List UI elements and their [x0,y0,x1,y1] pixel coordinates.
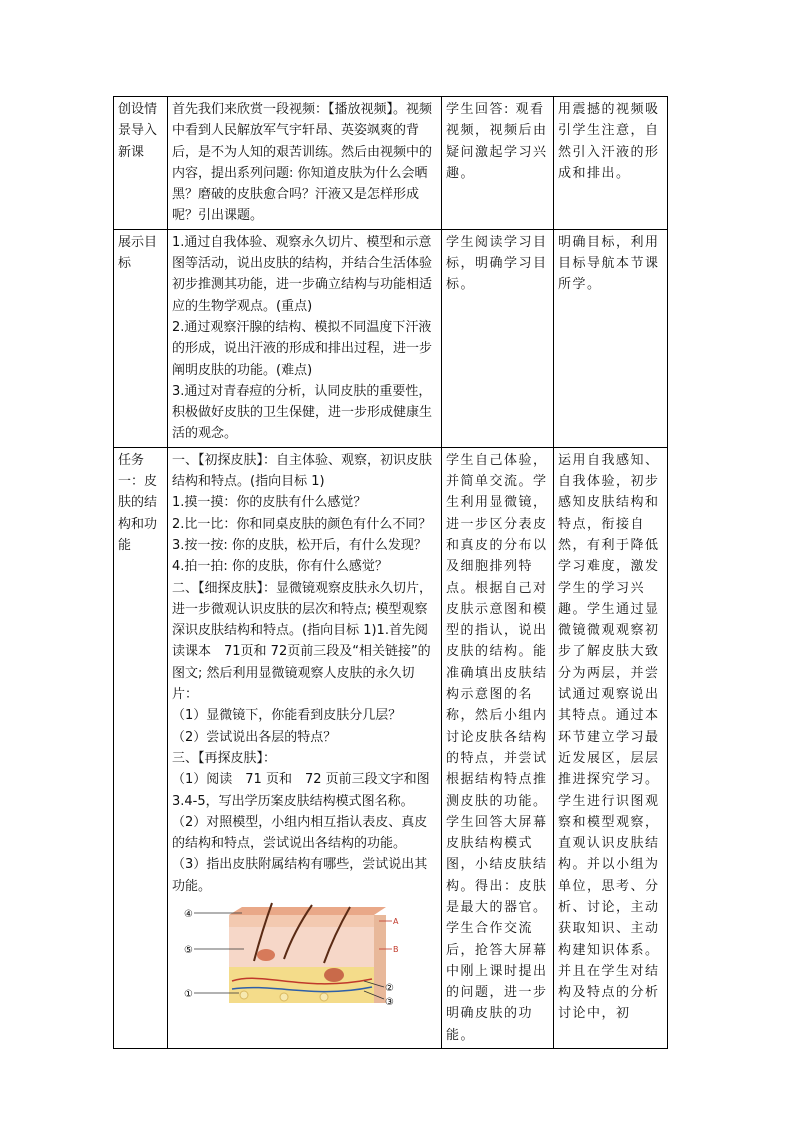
figure-label: ④ [184,908,193,920]
figure-label: A [393,916,399,926]
paragraph: 1.通过自我体验、观察永久切片、模型和示意图等活动，说出皮肤的结构，并结合生活体验初步推测其功能，进一步确立结构与功能相适应的生物学观点。(重点) [172,234,433,314]
paragraph: 三、【再探皮肤】： [172,750,277,766]
paragraph: 3.按一按: 你的皮肤，松开后，有什么发现？ [172,537,427,553]
paragraph: 1.摸一摸：你的皮肤有什么感觉？ [172,495,367,511]
teacher-activity-cell [168,229,442,447]
paragraph: 二、【细探皮肤】：显微镜观察皮肤永久切片，进一步微观认识皮肤的层次和特点; 模型观察深识皮肤结构和特点。(指向目标 1)1.首先阅读课本 71页和 72页前三段及“相关链接”的图文; 然后利用显微镜观察人皮肤的永久切片： [172,580,433,703]
skin-diagram-drawing [184,901,404,1009]
paragraph: （3）指出皮肤附属结构有哪些，尝试说出其功能。 [172,857,428,894]
lesson-plan-table [113,96,668,1049]
paragraph: （2）尝试说出各层的特点？ [172,729,337,745]
paragraph: （1）显微镜下，你能看到皮肤分几层？ [172,708,402,724]
paragraph: （1）阅读 71 页和 72 页前三段文字和图 3.4-5，写出学历案皮肤结构模式图名称。 [172,772,430,809]
design-intent-cell: 用震撼的视频吸引学生注意，自然引入汗液的形成和排出。 [554,97,668,230]
figure-label: B [393,944,399,954]
table-row [114,97,668,230]
stage-cell: 任务一：皮肤的结构和功能 [114,447,168,1048]
paragraph: 4.拍一拍: 你的皮肤，你有什么感觉？ [172,559,388,575]
paragraph: （2）对照模型，小组内相互指认表皮、真皮的结构和特点，尝试说出各结构的功能。 [172,814,428,852]
stage-cell: 创设情景导入新课 [114,97,168,230]
student-activity-cell: 学生阅读学习目标，明确学习目标。 [442,229,554,447]
skin-structure-diagram [184,901,404,1009]
teacher-activity-cell [168,447,442,1048]
paragraph: 2.通过观察汗腺的结构、模拟不同温度下汗液的形成，说出汗液的形成和排出过程，进一步阐明皮肤的功能。(难点) [172,319,433,378]
paragraph: 2.比一比：你和同桌皮肤的颜色有什么不同？ [172,516,432,532]
design-intent-cell: 运用自我感知、自我体验，初步感知皮肤结构和特点，衔接自然，有利于降低学习难度，激发学生的学习兴趣。学生通过显微镜微观观察初步了解皮肤大致分为两层，并尝试通过观察说出其特点。通过本环节建立学习最近发展区，层层推进探究学习。学生进行识图观察和模型观察，直观认识皮肤结构。并以小组为单位，思考、分析、讨论，主动获取知识、主动构建知识体系。并且在学生对结构及特点的分析讨论中，初 [554,447,668,1048]
figure-label: ⑤ [184,944,193,956]
table-row [114,447,668,1048]
student-activity-cell: 学生自己体验，并简单交流。学生利用显微镜，进一步区分表皮和真皮的分布以及细胞排列特点。根据自己对皮肤示意图和模型的指认，说出皮肤的结构。能准确填出皮肤结构示意图的名称，然后小组内讨论皮肤各结构的特点，并尝试根据结构特点推测皮肤的功能。学生回答大屏幕皮肤结构模式图，小结皮肤结构。得出：皮肤是最大的器官。学生合作交流后，抢答大屏幕中刚上课时提出的问题，进一步明确皮肤的功能。 [442,447,554,1048]
paragraph: 3.通过对青春痘的分析，认同皮肤的重要性，积极做好皮肤的卫生保健，进一步形成健康生活的观念。 [172,383,433,442]
figure-label: ② [385,982,394,994]
figure-label: ③ [385,996,394,1008]
table-row [114,229,668,447]
paragraph: 一、【初探皮肤】：自主体验、观察，初识皮肤结构和特点。(指向目标 1) [172,452,433,490]
paragraph: 首先我们来欣赏一段视频：【播放视频】。视频中看到人民解放军气宇轩昂、英姿飒爽的背后，是不为人知的艰苦训练。然后由视频中的内容，提出系列问题: 你知道皮肤为什么会晒黑？磨破的皮肤愈合吗？汗液又是怎样形成呢？引出课题。 [172,102,433,224]
stage-cell: 展示目标 [114,229,168,447]
figure-label: ① [184,988,193,1000]
design-intent-cell: 明确目标，利用目标导航本节课所学。 [554,229,668,447]
student-activity-cell: 学生回答: 观看视频，视频后由疑问激起学习兴趣。 [442,97,554,230]
teacher-activity-cell [168,97,442,230]
